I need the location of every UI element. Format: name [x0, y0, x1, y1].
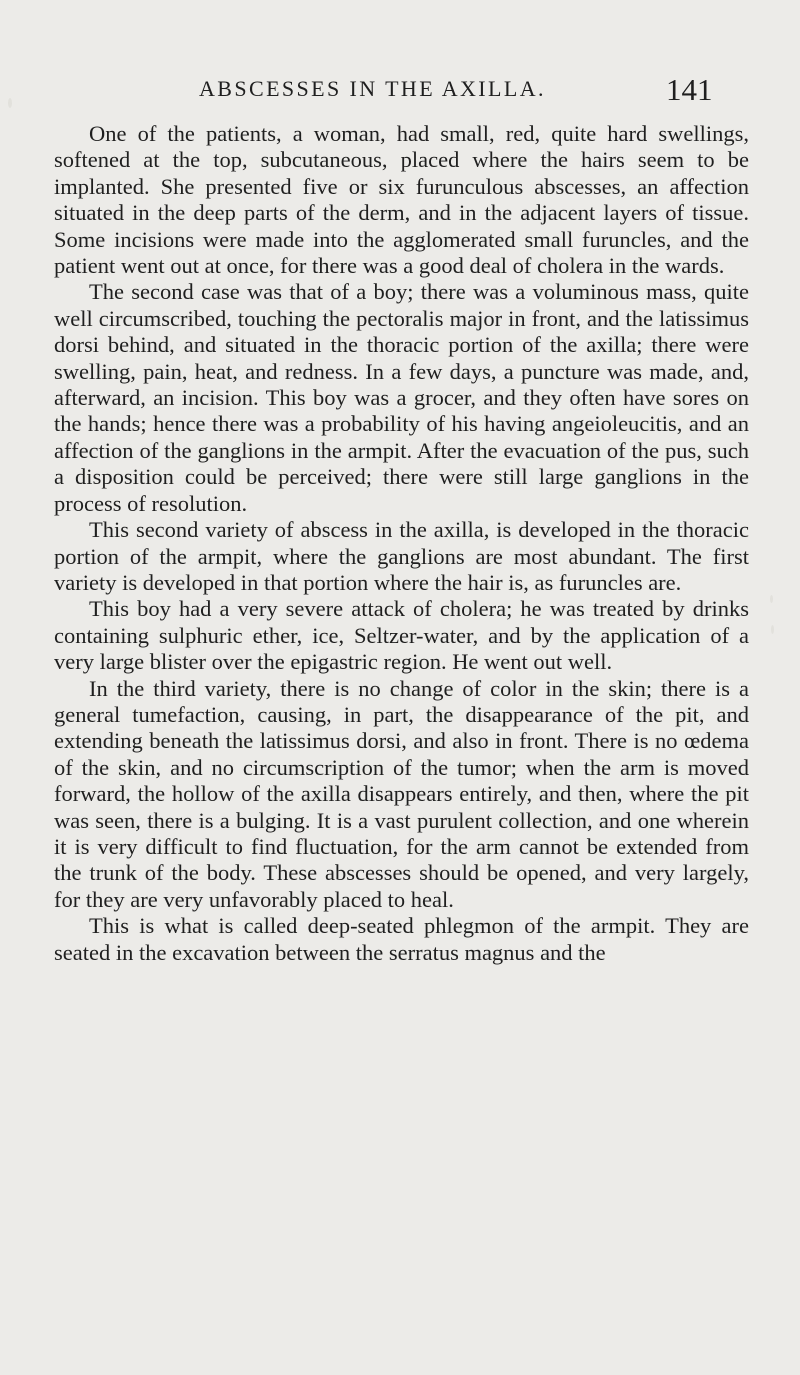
page-header	[0, 72, 800, 110]
paragraph-3: This second variety of abscess in the axilla, is developed in the thoracic portion of the armpit, where the ganglions are most abundant. The first variety is developed in that portion where the hair is, as furuncles are.	[54, 517, 749, 595]
page-number: 141	[666, 72, 713, 107]
paper-mark	[8, 98, 12, 108]
paragraph-4: This boy had a very severe attack of cholera; he was treated by drinks containing sulphuric ether, ice, Seltzer-water, and by the application of a very large blister over the epigastric region. He went out well.	[54, 596, 749, 675]
paper-mark	[770, 595, 773, 603]
body-text	[54, 121, 749, 966]
paragraph-5: In the third variety, there is no change of color in the skin; there is a general tumefaction, causing, in part, the disappearance of the pit, and extending beneath the latissimus dorsi, and also in front. There is no œdema of the skin, and no circumscription of the tumor; when the arm is moved forward, the hollow of the axilla disappears entirely, and then, where the pit was seen, there is a bulging. It is a vast purulent collection, and one wherein it is very difficult to find fluctuation, for the arm cannot be extended from the trunk of the body. These abscesses should be opened, and very largely, for they are very unfavorably placed to heal.	[54, 675, 749, 912]
paragraph-1: One of the patients, a woman, had small, red, quite hard swellings, softened at the top, subcutaneous, placed where the hairs seem to be implanted. She presented five or six furunculous abscesses, an affection situated in the deep parts of the derm, and in the adjacent layers of tissue. Some incisions were made into the agglomerated small furuncles, and the patient went out at once, for there was a good deal of cholera in the wards.	[54, 121, 749, 279]
paper-mark	[771, 625, 774, 634]
paragraph-6: This is what is called deep-seated phlegmon of the armpit. They are seated in the excavation between the serratus magnus and the	[54, 913, 749, 965]
running-head: ABSCESSES IN THE AXILLA.	[199, 76, 546, 101]
paragraph-2: The second case was that of a boy; there was a voluminous mass, quite well circumscribed, touching the pectoralis major in front, and the latissimus dorsi behind, and situated in the thoracic portion of the axilla; there were swelling, pain, heat, and redness. In a few days, a puncture was made, and, afterward, an incision. This boy was a grocer, and they often have sores on the hands; hence there was a probability of his having angeioleucitis, and an affection of the ganglions in the armpit. After the evacuation of the pus, such a disposition could be perceived; there were still large ganglions in the process of resolution.	[54, 279, 749, 516]
